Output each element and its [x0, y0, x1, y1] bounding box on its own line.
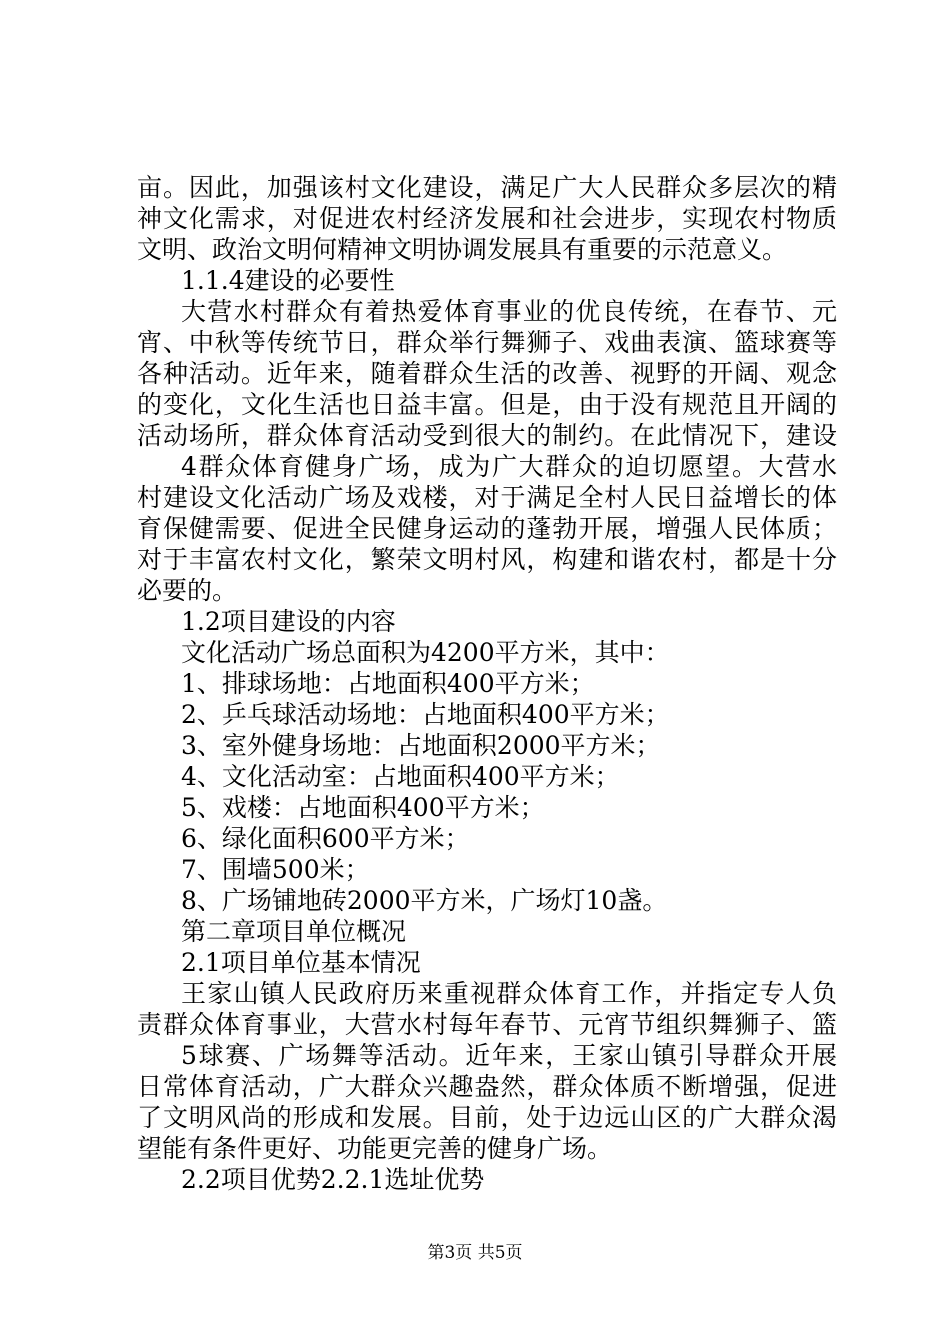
text-line: 王家山镇人民政府历来重视群众体育工作，并指定专人负 [181, 979, 837, 1008]
text-line: 的变化，文化生活也日益丰富。但是，由于没有规范且开阔的 [137, 390, 837, 419]
text-line: 4群众体育健身广场，成为广大群众的迫切愿望。大营水 [181, 452, 837, 481]
text-line: 对于丰富农村文化，繁荣文明村风，构建和谐农村，都是十分 [137, 545, 837, 574]
page-number: 第3页 共5页 [427, 1243, 523, 1263]
section-heading: 2.2项目优势2.2.1选址优势 [181, 1165, 485, 1194]
text-line: 5球赛、广场舞等活动。近年来，王家山镇引导群众开展 [181, 1041, 837, 1070]
document-body [137, 172, 837, 1195]
text-line: 神文化需求，对促进农村经济发展和社会进步，实现农村物质 [137, 204, 837, 233]
section-heading: 2.1项目单位基本情况 [181, 948, 421, 977]
list-item: 6、绿化面积600平方米； [181, 824, 470, 853]
text-line: 宵、中秋等传统节日，群众举行舞狮子、戏曲表演、篮球赛等 [137, 328, 837, 357]
text-line: 必要的。 [137, 576, 238, 605]
list-item: 4、文化活动室：占地面积400平方米； [181, 762, 620, 791]
text-line: 育保健需要、促进全民健身运动的蓬勃开展，增强人民体质； [137, 514, 837, 543]
text-line: 了文明风尚的形成和发展。目前，处于边远山区的广大群众渴 [137, 1103, 837, 1132]
list-item: 1、排球场地：占地面积400平方米； [181, 669, 595, 698]
text-line: 大营水村群众有着热爱体育事业的优良传统，在春节、元 [181, 297, 837, 326]
text-line: 文化活动广场总面积为4200平方米，其中： [181, 638, 670, 667]
text-line: 各种活动。近年来，随着群众生活的改善、视野的开阔、观念 [137, 359, 837, 388]
list-item: 8、广场铺地砖2000平方米，广场灯10盏。 [181, 886, 668, 915]
list-item: 7、围墙500米； [181, 855, 370, 884]
chapter-heading: 第二章项目单位概况 [181, 917, 407, 946]
text-line: 责群众体育事业，大营水村每年春节、元宵节组织舞狮子、篮 [137, 1010, 837, 1039]
text-line: 文明、政治文明何精神文明协调发展具有重要的示范意义。 [137, 235, 788, 264]
section-heading: 1.1.4建设的必要性 [181, 266, 395, 295]
text-line: 日常体育活动，广大群众兴趣盎然，群众体质不断增强，促进 [137, 1072, 837, 1101]
text-line: 活动场所，群众体育活动受到很大的制约。在此情况下，建设 [137, 421, 837, 450]
list-item: 3、室外健身场地：占地面积2000平方米； [181, 731, 661, 760]
section-heading: 1.2项目建设的内容 [181, 607, 396, 636]
text-line: 望能有条件更好、功能更完善的健身广场。 [137, 1134, 613, 1163]
list-item: 2、乒乓球活动场地：占地面积400平方米； [181, 700, 670, 729]
list-item: 5、戏楼：占地面积400平方米； [181, 793, 545, 822]
text-line: 亩。因此，加强该村文化建设，满足广大人民群众多层次的精 [137, 173, 837, 202]
text-line: 村建设文化活动广场及戏楼，对于满足全村人民日益增长的体 [137, 483, 837, 512]
